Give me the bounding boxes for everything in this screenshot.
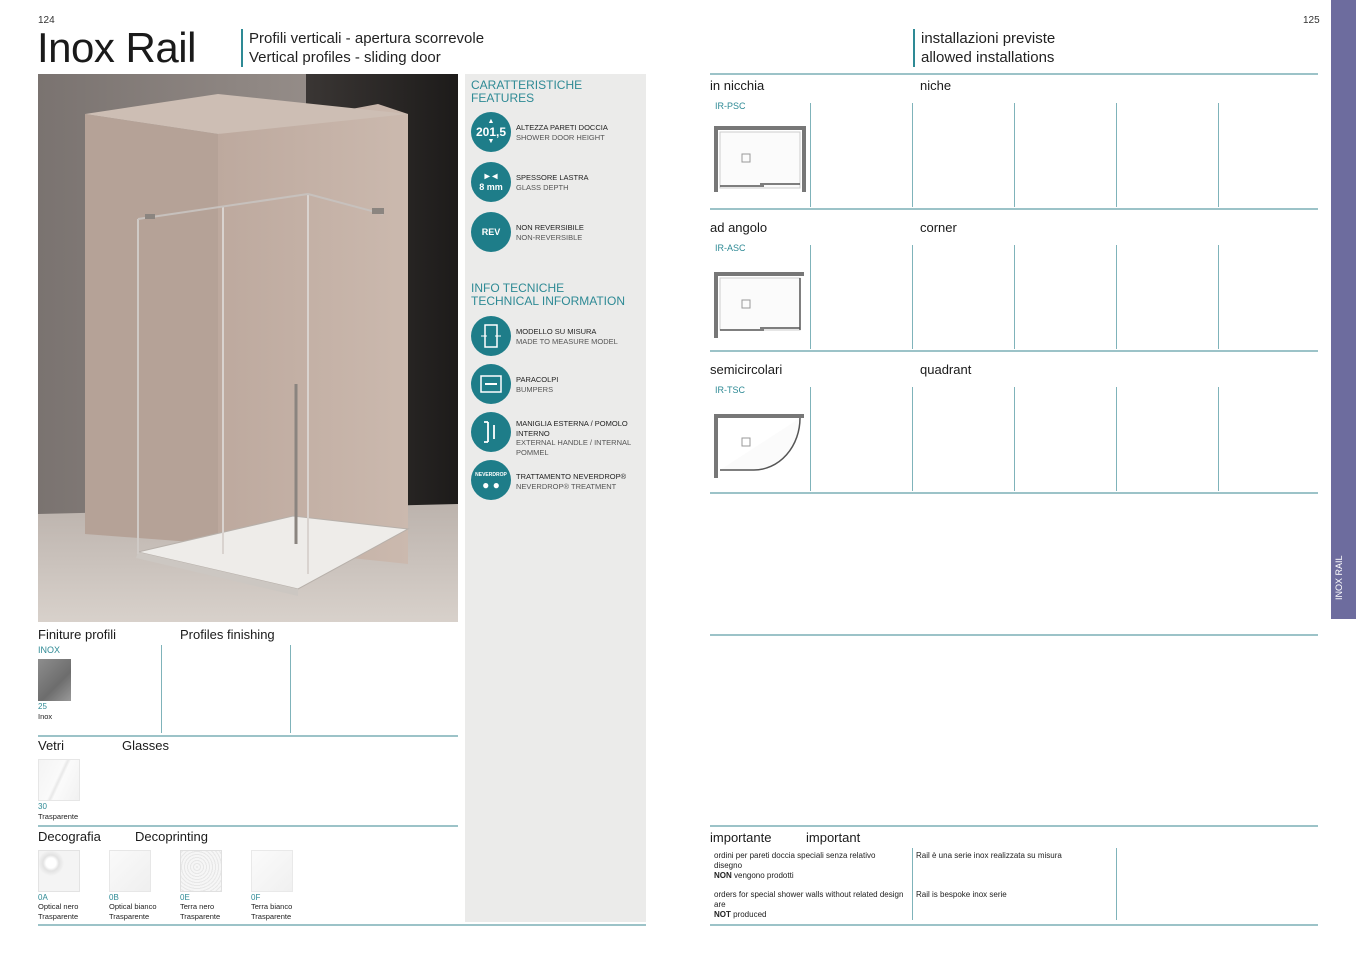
finishes-heading-en: Profiles finishing (180, 627, 275, 642)
deco-item (38, 893, 78, 921)
deco-swatch-terra-bianco (251, 850, 293, 892)
divider (290, 645, 291, 733)
page-number-left: 124 (38, 15, 55, 26)
non-reversible-icon (471, 212, 511, 252)
deco-heading-it: Decografia (38, 829, 101, 844)
installations-heading-it: installazioni previste (921, 30, 1056, 47)
section-rule (38, 735, 458, 737)
note-en-bold: NOT (714, 910, 731, 919)
corner-plan-drawing (714, 270, 806, 340)
feature-non-reversible (516, 223, 584, 242)
divider (161, 645, 162, 733)
install-corner-label-en: corner (920, 220, 957, 235)
important-note2-it: Rail è una serie inox realizzata su misura (916, 851, 1062, 860)
feature-label-it: ALTEZZA PARETI DOCCIA (516, 123, 608, 132)
neverdrop-mark: NEVERDROP (475, 472, 507, 478)
deco-code: 0E (180, 893, 190, 902)
page-number-right: 125 (1303, 15, 1320, 26)
divider (1218, 387, 1219, 491)
deco-glass: Trasparente (180, 911, 221, 921)
install-niche-code: IR-PSC (715, 101, 746, 111)
deco-code: 0A (38, 893, 48, 902)
installations-heading (913, 29, 1055, 67)
neverdrop-icon: NEVERDROP ● ● (471, 460, 511, 500)
divider (1218, 245, 1219, 349)
feature-height (516, 123, 608, 142)
glasses-heading-en: Glasses (122, 738, 169, 753)
note-it-a: ordini per pareti doccia speciali senza relativo disegno (714, 851, 876, 870)
product-title: Inox Rail (37, 24, 196, 71)
deco-code: 0F (251, 893, 261, 902)
tech-label-en: NEVERDROP® TREATMENT (516, 481, 617, 491)
section-rule (38, 924, 646, 926)
glass-thickness-icon: ▸ ◂ 8 mm (471, 162, 511, 202)
divider (810, 103, 811, 207)
technical-heading-it: INFO TECNICHE (471, 281, 565, 295)
feature-label-en: NON-REVERSIBLE (516, 232, 583, 242)
tech-handle (516, 419, 646, 457)
deco-item (109, 893, 157, 921)
section-rule (710, 492, 1318, 494)
height-icon: ▲ 201,5 ▼ (471, 112, 511, 152)
divider (912, 848, 913, 920)
side-tab (1331, 0, 1356, 619)
divider (1014, 387, 1015, 491)
divider (1116, 848, 1117, 920)
install-quadrant-label-en: quadrant (920, 362, 972, 377)
divider (1116, 387, 1117, 491)
deco-name: Optical bianco (109, 902, 157, 911)
divider (912, 245, 913, 349)
install-quadrant-label-it: semicircolari (710, 362, 783, 377)
tech-label-en: EXTERNAL HANDLE / INTERNAL POMMEL (516, 438, 631, 457)
deco-swatch-terra-nero (180, 850, 222, 892)
feature-label-it: NON REVERSIBILE (516, 223, 584, 232)
install-quadrant-code: IR-TSC (715, 385, 745, 395)
subtitle-it: Profili verticali - apertura scorrevole (249, 30, 485, 47)
feature-label-en: SHOWER DOOR HEIGHT (516, 132, 605, 142)
niche-plan-drawing (714, 124, 806, 194)
section-rule (38, 825, 458, 827)
deco-glass: Trasparente (109, 911, 150, 921)
finishes-heading-it: Finiture profili (38, 627, 117, 642)
tech-label-it: TRATTAMENTO NEVERDROP® (516, 472, 627, 481)
bumpers-icon (471, 364, 511, 404)
divider (1014, 103, 1015, 207)
tech-label-en: MADE TO MEASURE MODEL (516, 336, 618, 346)
tech-bumpers (516, 375, 558, 394)
product-photo (38, 74, 458, 622)
install-corner-label-it: ad angolo (710, 220, 768, 235)
deco-glass: Trasparente (38, 911, 79, 921)
section-rule (710, 73, 1318, 75)
divider (1014, 245, 1015, 349)
tech-label-it: MANIGLIA ESTERNA / POMOLO INTERNO (516, 419, 628, 438)
divider (1116, 245, 1117, 349)
made-to-measure-icon (471, 316, 511, 356)
product-subtitle (241, 29, 484, 67)
section-rule (710, 350, 1318, 352)
section-rule (710, 634, 1318, 636)
divider (810, 245, 811, 349)
deco-glass: Trasparente (251, 911, 292, 921)
important-heading-it: importante (710, 830, 772, 845)
rev-label: REV (481, 227, 501, 237)
note-it-b: vengono prodotti (731, 871, 794, 880)
important-note-it (714, 851, 904, 881)
deco-code: 0B (109, 893, 119, 902)
tech-neverdrop (516, 472, 626, 491)
tech-label-it: PARACOLPI (516, 375, 559, 384)
installations-heading-en: allowed installations (921, 49, 1055, 66)
features-heading (471, 79, 582, 105)
divider (912, 387, 913, 491)
glass-thickness-value: 8 mm (479, 182, 503, 192)
feature-label-it: SPESSORE LASTRA (516, 173, 589, 182)
deco-heading-en: Decoprinting (135, 829, 208, 844)
deco-item (251, 893, 292, 921)
important-note-en (714, 890, 904, 920)
finish-code: 25 (38, 702, 47, 711)
divider (912, 103, 913, 207)
deco-swatch-optical-bianco (109, 850, 151, 892)
section-rule (710, 825, 1318, 827)
glass-swatch-clear (38, 759, 80, 801)
technical-heading-en: TECHNICAL INFORMATION (471, 294, 626, 308)
deco-item (180, 893, 220, 921)
glass-code: 30 (38, 802, 47, 811)
subtitle-en: Vertical profiles - sliding door (249, 49, 441, 66)
note-it-bold: NON (714, 871, 732, 880)
deco-name: Terra nero (180, 902, 215, 911)
tech-label-it: MODELLO SU MISURA (516, 327, 597, 336)
finishes-group: INOX (38, 645, 61, 655)
section-rule (710, 924, 1318, 926)
technical-heading (471, 282, 625, 308)
tech-made-to-measure (516, 327, 618, 346)
features-heading-it: CARATTERISTICHE (471, 78, 583, 92)
divider (1218, 103, 1219, 207)
important-note2-en: Rail is bespoke inox serie (916, 890, 1007, 899)
note-en-a: orders for special shower walls without related design are (714, 890, 904, 909)
divider (1116, 103, 1117, 207)
section-rule (710, 208, 1318, 210)
features-heading-en: FEATURES (471, 91, 535, 105)
deco-swatch-optical-nero (38, 850, 80, 892)
feature-label-en: GLASS DEPTH (516, 182, 569, 192)
note-en-b: produced (730, 910, 767, 919)
install-corner-code: IR-ASC (715, 243, 746, 253)
handle-icon (471, 412, 511, 452)
feature-glass-depth (516, 173, 589, 192)
install-niche-label-en: niche (920, 78, 952, 93)
side-tab-label: INOX RAIL (1334, 555, 1344, 600)
important-heading-en: important (806, 830, 861, 845)
quadrant-plan-drawing (714, 410, 806, 480)
finish-swatch-inox (38, 659, 71, 701)
deco-name: Optical nero (38, 902, 79, 911)
tech-label-en: BUMPERS (516, 384, 554, 394)
glass-name: Trasparente (38, 812, 79, 821)
divider (810, 387, 811, 491)
install-niche-label-it: in nicchia (710, 78, 765, 93)
deco-name: Terra bianco (251, 902, 293, 911)
glasses-heading-it: Vetri (38, 738, 65, 753)
finish-name: Inox (38, 712, 53, 721)
